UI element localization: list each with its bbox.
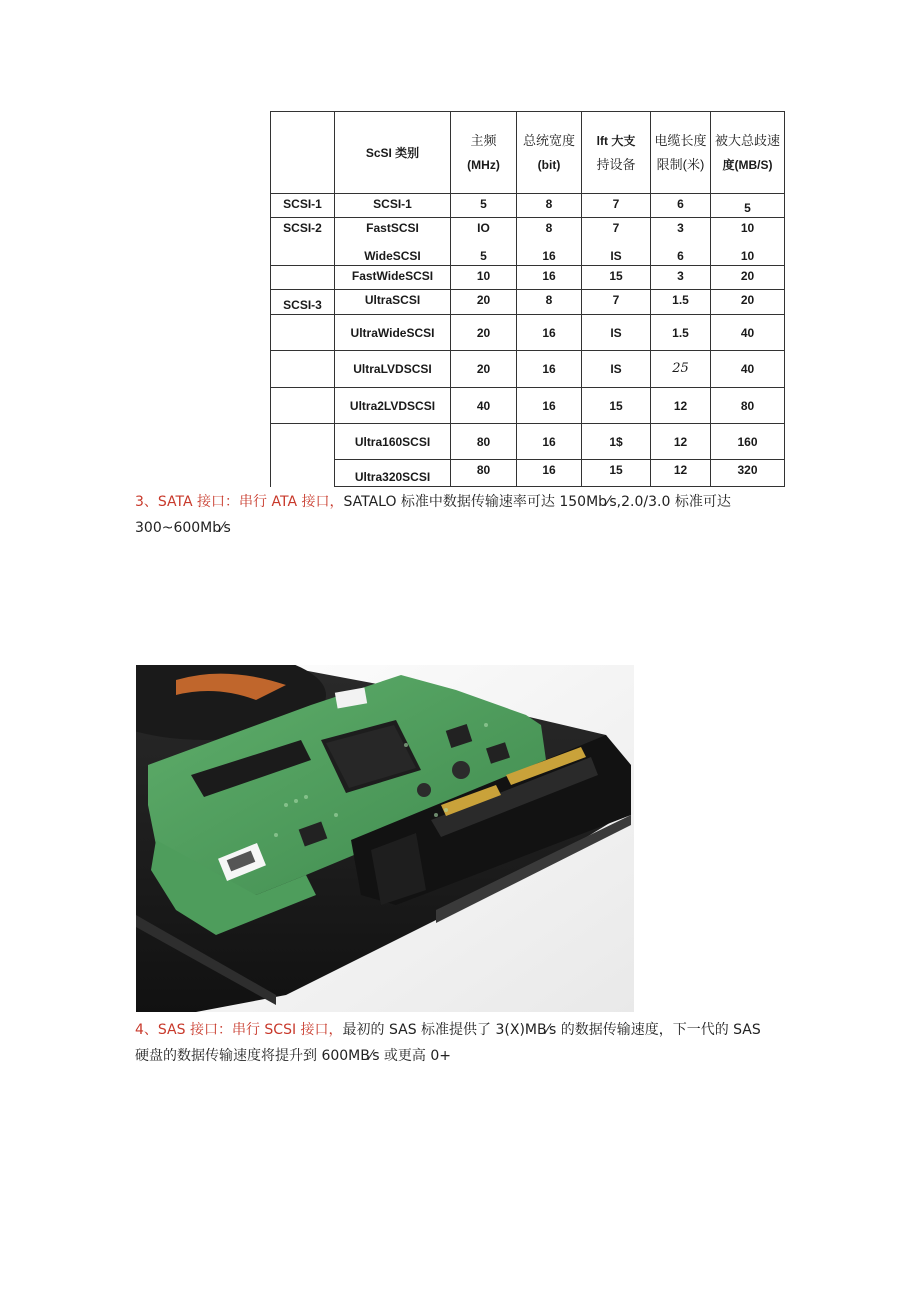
cell-standard <box>271 266 335 290</box>
cell-width: 16 <box>517 242 582 266</box>
hard-drive-pcb-photo <box>136 665 634 1012</box>
cell-width: 16 <box>517 351 582 388</box>
header-cable-length: 电缆长度 限制(米) <box>651 112 711 194</box>
cell-type: Ultra160SCSI <box>335 424 451 460</box>
cell-speed: 20 <box>711 266 785 290</box>
sas-paragraph <box>135 1017 775 1069</box>
header-empty-cell <box>271 112 335 194</box>
cell-freq: 80 <box>451 460 517 487</box>
cell-type: SCSI-1 <box>335 194 451 218</box>
table-row <box>271 218 785 242</box>
cell-devices: 7 <box>582 194 651 218</box>
table-row <box>271 242 785 266</box>
cell-speed: 20 <box>711 290 785 315</box>
cell-speed: 80 <box>711 388 785 424</box>
cell-freq: 20 <box>451 290 517 315</box>
cell-width: 16 <box>517 266 582 290</box>
cell-standard <box>271 424 335 460</box>
cell-type: UltraWideSCSI <box>335 315 451 351</box>
cell-width: 16 <box>517 460 582 487</box>
cell-standard <box>271 351 335 388</box>
table-row <box>271 388 785 424</box>
cell-speed: 5 <box>711 194 785 218</box>
table-header-row <box>271 112 785 194</box>
cell-cable: 12 <box>651 424 711 460</box>
cell-freq: 5 <box>451 194 517 218</box>
cell-freq: 80 <box>451 424 517 460</box>
cell-standard <box>271 315 335 351</box>
cell-width: 8 <box>517 194 582 218</box>
cell-cable: 1.5 <box>651 315 711 351</box>
cell-type: FastWideSCSI <box>335 266 451 290</box>
cell-width: 8 <box>517 218 582 242</box>
header-scsi-type: ScSI 类别 <box>335 112 451 194</box>
cell-devices: IS <box>582 351 651 388</box>
table-row <box>271 266 785 290</box>
cell-type: FastSCSI <box>335 218 451 242</box>
cell-devices: 15 <box>582 266 651 290</box>
cell-cable: 1.5 <box>651 290 711 315</box>
sata-heading: 3、SATA 接口：串行 ATA 接口， <box>135 494 344 510</box>
cell-cable: 12 <box>651 460 711 487</box>
cell-standard <box>271 388 335 424</box>
cell-width: 16 <box>517 315 582 351</box>
sas-heading: 4、SAS 接口：串行 SCSI 接口， <box>135 1022 343 1038</box>
cell-devices: 7 <box>582 290 651 315</box>
cell-devices: IS <box>582 315 651 351</box>
cell-devices: 1$ <box>582 424 651 460</box>
cell-cable: 3 <box>651 218 711 242</box>
cell-width: 16 <box>517 424 582 460</box>
cell-width: 8 <box>517 290 582 315</box>
cell-speed: 40 <box>711 315 785 351</box>
table-row <box>271 315 785 351</box>
table-row <box>271 194 785 218</box>
cell-freq: 20 <box>451 351 517 388</box>
header-frequency: 主频 (MHz) <box>451 112 517 194</box>
cell-type: UltraSCSI <box>335 290 451 315</box>
cell-speed: 320 <box>711 460 785 487</box>
header-max-speed: 被大总歧速 度(MB/S) <box>711 112 785 194</box>
cell-freq: 5 <box>451 242 517 266</box>
sata-body: SATALO 标准中数据传输速率可达 150Mb⁄s,2.0/3.0 标准可达 300~600Mb⁄s <box>135 494 731 536</box>
cell-standard <box>271 460 335 487</box>
cell-width: 16 <box>517 388 582 424</box>
cell-devices: 15 <box>582 460 651 487</box>
cell-type: UltraLVDSCSI <box>335 351 451 388</box>
header-bus-width: 总统宽度 (bit) <box>517 112 582 194</box>
cell-speed: 160 <box>711 424 785 460</box>
table-row <box>271 460 785 487</box>
cell-cable: 3 <box>651 266 711 290</box>
cell-standard: SCSI-3 <box>271 290 335 315</box>
cell-type: Ultra2LVDSCSI <box>335 388 451 424</box>
cell-speed: 10 <box>711 242 785 266</box>
cell-freq: IO <box>451 218 517 242</box>
table-row <box>271 351 785 388</box>
cell-speed: 10 <box>711 218 785 242</box>
cell-cable: 12 <box>651 388 711 424</box>
cell-freq: 20 <box>451 315 517 351</box>
cell-type: WideSCSI <box>335 242 451 266</box>
cell-cable: 6 <box>651 194 711 218</box>
sata-paragraph <box>135 489 775 541</box>
sas-body: 最初的 SAS 标准提供了 3(X)MB⁄s 的数据传输速度，下一代的 SAS 硬盘的数据传输速度将提升到 600MB⁄s 或更高 0+ <box>135 1022 761 1064</box>
cell-standard <box>271 242 335 266</box>
cell-freq: 40 <box>451 388 517 424</box>
cell-devices: 7 <box>582 218 651 242</box>
table-row <box>271 290 785 315</box>
header-max-devices: lft 大支 持设备 <box>582 112 651 194</box>
cell-type: Ultra320SCSI <box>335 460 451 487</box>
cell-cable: 25 <box>651 351 711 388</box>
cell-cable: 6 <box>651 242 711 266</box>
cell-devices: 15 <box>582 388 651 424</box>
cell-devices: IS <box>582 242 651 266</box>
cell-speed: 40 <box>711 351 785 388</box>
table-row <box>271 424 785 460</box>
scsi-spec-table <box>270 111 785 487</box>
cell-freq: 10 <box>451 266 517 290</box>
cell-standard: SCSI-2 <box>271 218 335 242</box>
cell-standard: SCSI-1 <box>271 194 335 218</box>
